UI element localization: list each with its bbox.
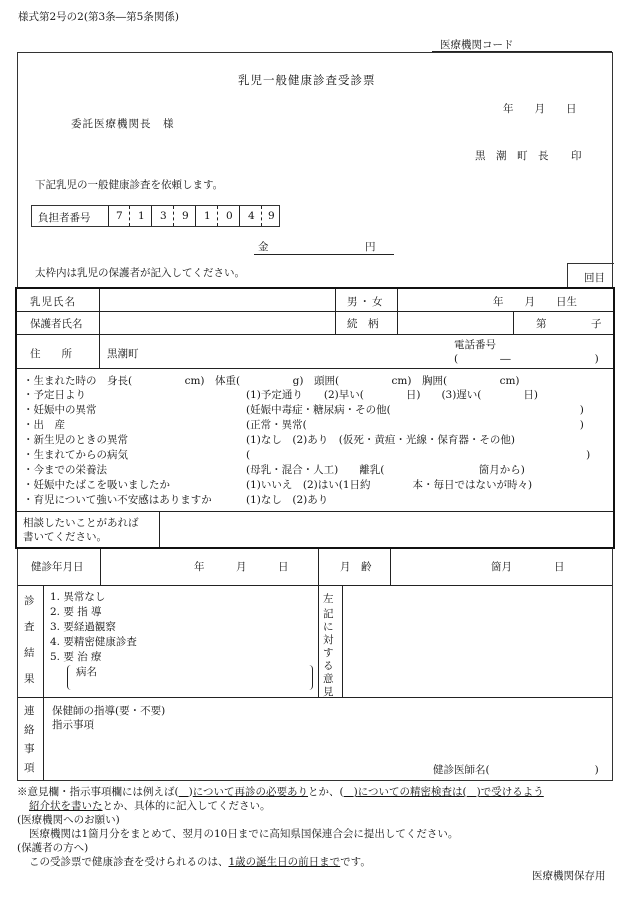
note-text: についての精密検査は(: [357, 786, 467, 798]
note-text: で受けるよう: [480, 786, 544, 798]
history-item-delivery: ・出 産: [23, 419, 65, 431]
exam-date-label: 健診年月日: [31, 561, 84, 573]
address-label: 住 所: [30, 348, 72, 360]
phone-label: 電話番号: [454, 339, 496, 351]
seal-mark: 印: [571, 150, 582, 162]
result-option: 4. 要精密健康診査: [50, 636, 137, 648]
contact-label-char: 事: [24, 743, 35, 755]
amount-label: 金: [258, 241, 269, 253]
contact-label-char: 項: [24, 762, 35, 774]
guardian-notice-heading: (保護者の方へ): [17, 842, 89, 854]
payer-digit: 4: [248, 210, 255, 222]
result-option: 1. 異常なし: [50, 591, 106, 603]
history-item-anxiety: ・育児について強い不安感はありますか: [23, 494, 212, 506]
history-options-delivery: (正常・異常( ): [246, 419, 584, 431]
results-label-char: 診: [24, 595, 35, 607]
visit-count-label: 回目: [584, 272, 605, 284]
opinion-label-char: 見: [323, 686, 334, 698]
results-label-char: 結: [24, 647, 35, 659]
history-options-anxiety: (1)なし (2)あり: [246, 494, 329, 506]
history-item-illness: ・生まれてからの病気: [23, 449, 128, 461]
payer-digit: 9: [268, 210, 275, 222]
contact-label-char: 連: [24, 705, 35, 717]
age-unit: 箇月 日: [491, 561, 565, 573]
history-item-due-date: ・予定日より: [23, 389, 86, 401]
note-text: この受診票で健康診査を受けられるのは、: [29, 856, 229, 868]
history-item-newborn: ・新生児のときの異常: [23, 434, 128, 446]
opinion-label-char: 記: [323, 608, 334, 620]
history-options-nutrition: (母乳・混合・人工) 離乳( 箇月から): [246, 464, 525, 476]
results-label-char: 査: [24, 621, 35, 633]
history-item-smoking: ・妊娠中たばこを吸いましたか: [23, 479, 170, 491]
payer-digit: 3: [160, 210, 167, 222]
disease-name-bracket: [67, 665, 313, 690]
issuer: 黒 潮 町 長: [475, 150, 549, 162]
disease-name-label: 病名: [76, 666, 97, 678]
institution-request-heading: (医療機関へのお願い): [17, 814, 120, 826]
request-text: 下記乳児の一般健康診査を依頼します。: [35, 179, 224, 191]
form-title: 乳児一般健康診査受診票: [238, 73, 376, 87]
note-text: について再診の必要あり: [192, 786, 309, 798]
child-order-label: 第: [536, 318, 547, 330]
visit-count-cell: [567, 263, 614, 289]
relation-label: 続 柄: [347, 318, 379, 330]
age-label: 月 齢: [340, 561, 372, 573]
note-text: 1歳の誕生日の前日まで: [228, 856, 341, 868]
result-option: 2. 要 指 導: [50, 606, 102, 618]
payer-number-box: [31, 205, 280, 227]
exam-date-value: 年 月 日: [194, 561, 289, 573]
instructions-label: 指示事項: [52, 719, 94, 731]
request-section: [17, 52, 613, 288]
note-text: とか、具体的に記入してください。: [102, 800, 271, 812]
guardian-notice-text: [29, 854, 371, 869]
history-item-birth-measurements: ・生まれた時の 身長( cm) 体重( g) 頭囲( cm) 胸囲( cm): [23, 375, 520, 387]
opinion-label-char: 対: [323, 634, 334, 646]
amount-unit: 円: [365, 241, 376, 253]
institution-request-text: 医療機関は1箇月分をまとめて、翌月の10日までに高知県国保連合会に提出してください。: [29, 828, 459, 840]
payer-digit: 7: [116, 210, 123, 222]
guardian-name-label: 保護者氏名: [30, 318, 83, 330]
addressee: 委託医療機関長 様: [71, 118, 175, 130]
sex-label: 男・女: [347, 296, 385, 308]
opinion-label-char: る: [323, 660, 334, 672]
phone-format: ( ― ): [454, 353, 599, 365]
child-name-label: 乳児氏名: [30, 296, 76, 308]
history-options-pregnancy: (妊娠中毒症・糖尿病・その他( ): [246, 404, 584, 416]
footer-label: 医療機関保存用: [532, 870, 606, 882]
institution-code-label: 医療機関コード: [440, 39, 514, 51]
guardian-note: 太枠内は乳児の保護者が記入してください。: [35, 267, 245, 279]
history-item-pregnancy: ・妊娠中の異常: [23, 404, 97, 416]
opinion-label-char: す: [323, 647, 334, 659]
opinion-label-char: に: [323, 621, 334, 633]
guardian-section: [15, 287, 615, 549]
history-options-due-date: (1)予定通り (2)早い( 日) (3)遅い( 日): [246, 389, 539, 401]
consult-label: 相談したいことがあれば: [23, 517, 139, 529]
note-text: 紹介状を書いた: [29, 800, 103, 812]
notes-line-2: [29, 798, 271, 813]
payer-number-label: 負担者番号: [38, 212, 91, 224]
result-option: 5. 要 治 療: [50, 651, 102, 663]
opinion-label-char: 左: [323, 593, 334, 605]
address-value: 黒潮町: [107, 348, 139, 360]
notes-line-1: ※意見欄・指示事項欄には例えば( )について再診の必要ありとか、( )についての精密検査は( )で受けるよう: [17, 786, 544, 798]
payer-digit: 0: [226, 210, 233, 222]
form-number: 様式第2号の2(第3条―第5条関係): [18, 11, 179, 23]
history-options-illness: ( ): [246, 449, 591, 461]
note-text: とか、(: [308, 786, 344, 798]
opinion-label-char: 意: [323, 673, 334, 685]
issue-date: 年 月 日: [503, 103, 577, 115]
consult-label-2: 書いてください。: [23, 531, 107, 543]
payer-digit: 1: [204, 210, 211, 222]
history-options-newborn: (1)なし (2)あり (仮死・黄疸・光線・保育器・その他): [246, 434, 515, 446]
result-option: 3. 要経過観察: [50, 621, 116, 633]
doctor-name-label: 健診医師名( ): [433, 764, 599, 776]
results-label-char: 果: [24, 673, 35, 685]
history-item-nutrition: ・今までの栄養法: [23, 464, 107, 476]
contact-label-char: 絡: [24, 724, 35, 736]
history-options-smoking: (1)いいえ (2)はい(1日約 本・毎日ではないが時々): [246, 479, 533, 491]
exam-section: [17, 549, 613, 781]
health-nurse-guidance: 保健師の指導(要・不要): [52, 705, 166, 717]
note-text: です。: [340, 856, 371, 868]
payer-digit: 1: [138, 210, 145, 222]
payer-digit: 9: [182, 210, 189, 222]
note-text: ※意見欄・指示事項欄には例えば(: [17, 786, 179, 798]
amount-underline: [254, 254, 394, 255]
child-order-unit: 子: [591, 318, 602, 330]
birth-date-label: 年 月 日生: [493, 296, 577, 308]
